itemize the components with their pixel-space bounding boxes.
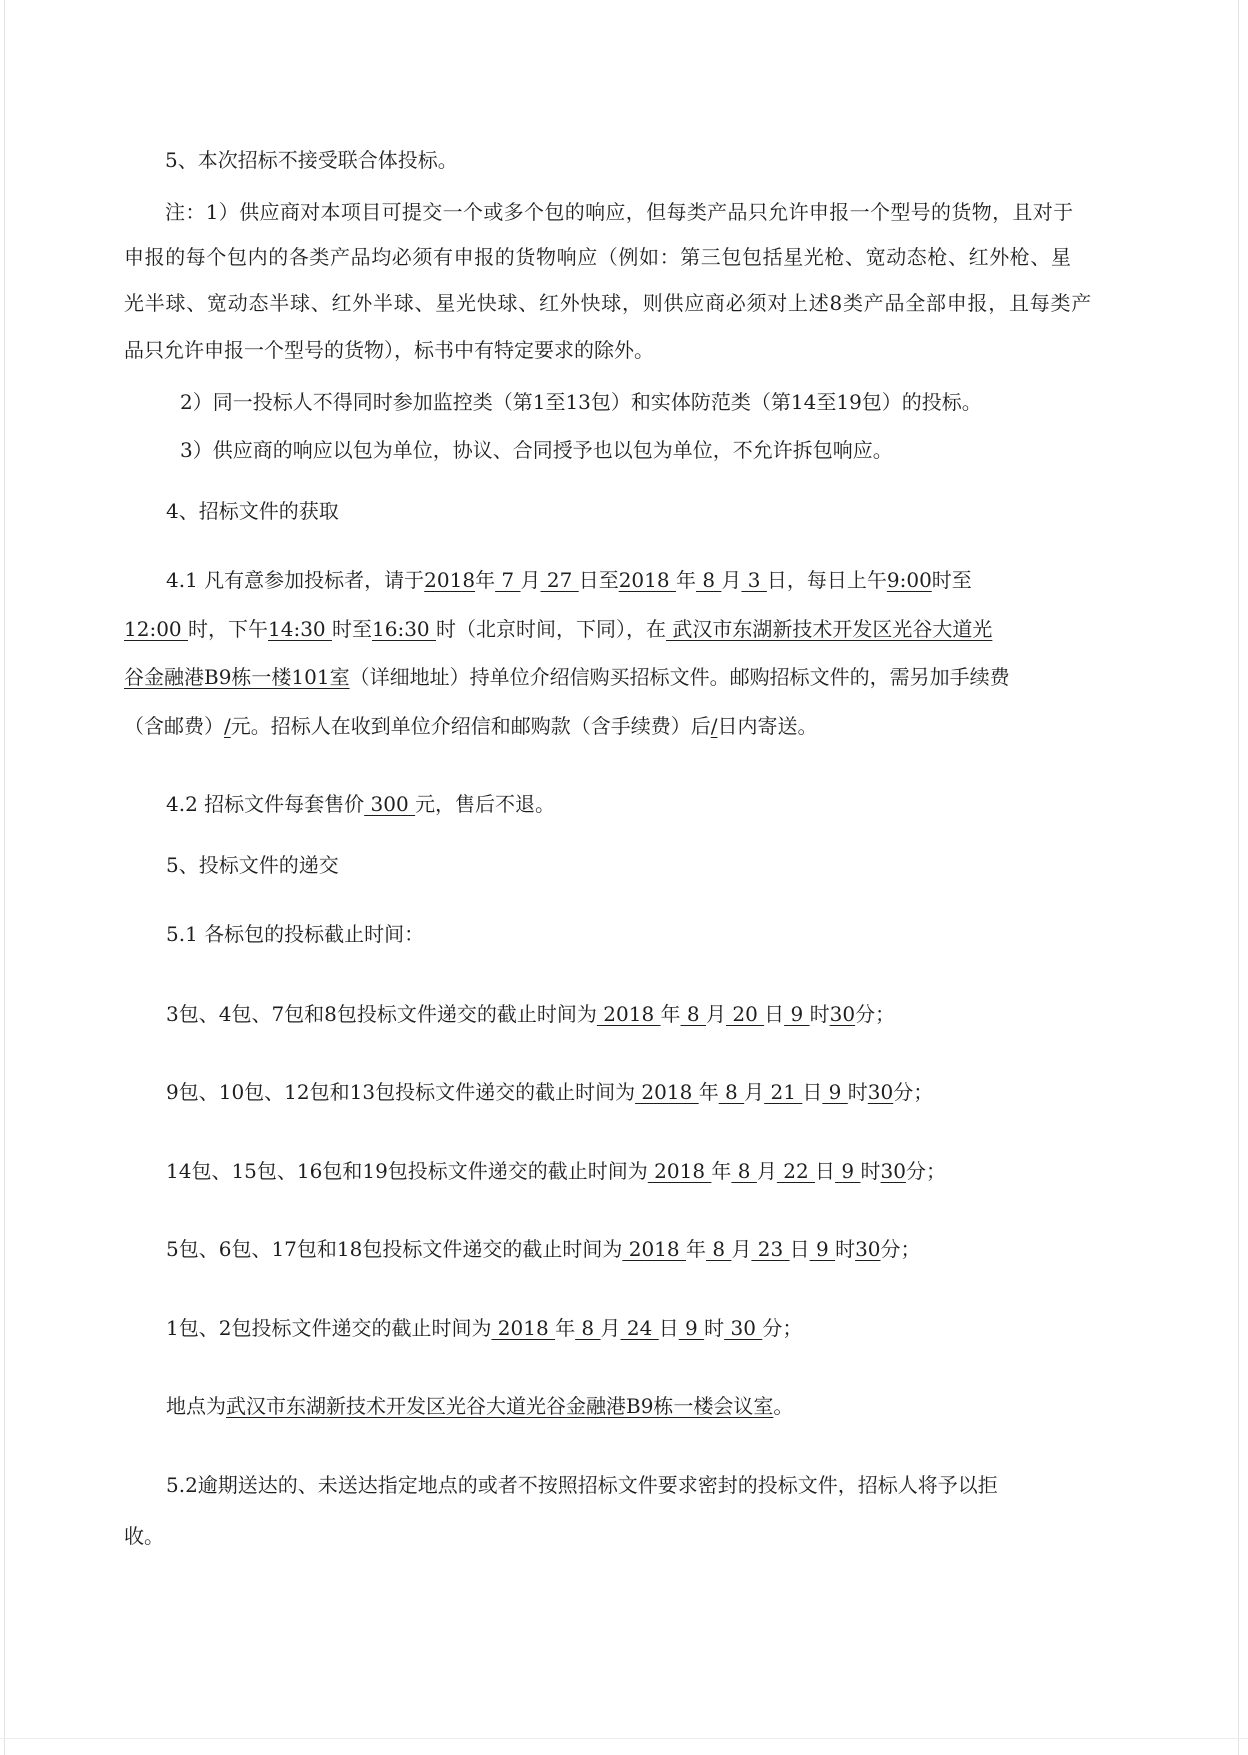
deadline-day: 20	[725, 1002, 765, 1026]
deadline-month: 8	[731, 1159, 757, 1183]
text: 年	[555, 1316, 576, 1340]
paragraph-5-2-line-2: 收。	[124, 1524, 164, 1548]
deadline-hour: 9	[809, 1237, 836, 1261]
text: 1包、2包投标文件递交的截止时间为	[166, 1316, 492, 1340]
section-5-heading: 5、投标文件的递交	[166, 853, 339, 877]
text: 年	[711, 1159, 732, 1183]
text: 时	[835, 1237, 856, 1261]
deadline-month: 8	[680, 1002, 706, 1026]
paragraph-4-1-line-3	[124, 664, 1010, 690]
text: 分；	[905, 1159, 946, 1183]
text: 日	[789, 1237, 810, 1261]
text: 分；	[855, 1002, 896, 1026]
text: 时	[704, 1316, 725, 1340]
deadline-month: 8	[705, 1237, 732, 1261]
end-month: 8	[695, 568, 722, 592]
text: 月	[756, 1159, 777, 1183]
deadline-year: 2018	[596, 1002, 661, 1026]
text: 年	[475, 568, 496, 592]
scan-right-edge	[1238, 0, 1239, 1755]
deadline-row	[166, 1158, 946, 1184]
text: 14包、15包、16包和19包投标文件递交的截止时间为	[166, 1159, 648, 1183]
deadline-year: 2018	[491, 1316, 556, 1340]
text: 月	[731, 1237, 752, 1261]
start-year: 2018	[424, 568, 476, 592]
deadline-day: 22	[776, 1159, 816, 1183]
mail-fee: /	[224, 714, 231, 738]
text: 。	[773, 1394, 794, 1418]
purchase-address-part-1: 武汉市东湖新技术开发区光谷大道光	[666, 617, 993, 641]
note-item-2: 2）同一投标人不得同时参加监控类（第1至13包）和实体防范类（第14至19包）的投标。	[180, 390, 982, 414]
paragraph-4-1-line-1	[166, 567, 972, 593]
text: 日，每日上午	[766, 568, 887, 592]
submission-address: 武汉市东湖新技术开发区光谷大道光谷金融港B9栋一楼会议室	[226, 1394, 774, 1418]
start-day: 27	[540, 568, 579, 592]
deadline-day: 24	[620, 1316, 659, 1340]
section-4-heading: 4、招标文件的获取	[166, 499, 339, 523]
text: 日	[802, 1080, 823, 1104]
note-line-1: 注：1）供应商对本项目可提交一个或多个包的响应，但每类产品只允许申报一个型号的货物，且对于	[165, 200, 1074, 224]
am-start-time: 9:00	[886, 568, 932, 592]
submission-location	[166, 1393, 793, 1419]
text: 元，售后不退。	[415, 792, 556, 816]
note-item-3: 3）供应商的响应以包为单位，协议、合同授予也以包为单位，不允许拆包响应。	[180, 438, 893, 462]
text: 日	[658, 1316, 679, 1340]
deadline-row	[166, 1315, 802, 1341]
deadline-row	[166, 1236, 921, 1262]
deadline-month: 8	[575, 1316, 601, 1340]
text: 时，下午	[188, 617, 268, 641]
deadline-minute: 30	[867, 1080, 894, 1104]
text: 月	[721, 568, 742, 592]
text: 分；	[880, 1237, 921, 1261]
deadline-row	[166, 1079, 933, 1105]
paragraph-4-2	[166, 791, 555, 817]
scan-left-edge	[4, 0, 5, 1755]
start-month: 7	[495, 568, 521, 592]
text: 年	[675, 568, 696, 592]
paragraph-4-1-line-2	[124, 616, 992, 642]
am-end-time: 12:00	[124, 617, 188, 641]
pm-end-time: 16:30	[372, 617, 436, 641]
text: 时	[860, 1159, 881, 1183]
text: 4.1 凡有意参加投标者，请于	[166, 568, 425, 592]
deadline-hour: 9	[822, 1080, 848, 1104]
text: 3包、4包、7包和8包投标文件递交的截止时间为	[166, 1002, 597, 1026]
deadline-day: 23	[751, 1237, 790, 1261]
text: 9包、10包、12包和13包投标文件递交的截止时间为	[166, 1080, 636, 1104]
text: （详细地址）持单位介绍信购买招标文件。邮购招标文件的，需另加手续费	[349, 665, 1010, 689]
text: 时	[847, 1080, 868, 1104]
deadline-day: 21	[764, 1080, 803, 1104]
deadline-minute: 30	[855, 1237, 881, 1261]
text: 月	[520, 568, 541, 592]
deadline-month: 8	[718, 1080, 745, 1104]
end-day: 3	[741, 568, 767, 592]
text: 日	[815, 1159, 836, 1183]
text: 日内寄送。	[717, 714, 818, 738]
text: 分；	[762, 1316, 803, 1340]
text: 时	[809, 1002, 830, 1026]
mail-days: /	[710, 714, 718, 738]
text: 日	[764, 1002, 785, 1026]
document-price: 300	[364, 792, 416, 816]
text: 日至	[578, 568, 619, 592]
text: 5包、6包、17包和18包投标文件递交的截止时间为	[166, 1237, 623, 1261]
text: 年	[685, 1237, 706, 1261]
text: 地点为	[166, 1394, 226, 1418]
purchase-address-part-2: 谷金融港B9栋一楼101室	[124, 665, 350, 689]
deadline-minute: 30	[724, 1316, 763, 1340]
paragraph-5-no-consortium: 5、本次招标不接受联合体投标。	[165, 148, 458, 172]
deadline-year: 2018	[647, 1159, 712, 1183]
text: 月	[600, 1316, 621, 1340]
text: 分；	[893, 1080, 934, 1104]
deadline-hour: 9	[835, 1159, 861, 1183]
paragraph-4-1-line-4	[124, 713, 818, 739]
deadline-minute: 30	[829, 1002, 856, 1026]
text: 元。招标人在收到单位介绍信和邮购款（含手续费）后	[230, 714, 711, 738]
note-line-3: 光半球、宽动态半球、红外半球、星光快球、红外快球，则供应商必须对上述8类产品全部申报，且每类产	[124, 291, 1092, 315]
end-year: 2018	[618, 568, 676, 592]
paragraph-5-1: 5.1 各标包的投标截止时间：	[166, 922, 425, 946]
deadline-minute: 30	[880, 1159, 906, 1183]
text: 时至	[332, 617, 372, 641]
text: 月	[705, 1002, 726, 1026]
paragraph-5-2-line-1: 5.2逾期送达的、未送达指定地点的或者不按照招标文件要求密封的投标文件，招标人将予以拒	[166, 1473, 998, 1497]
text: （含邮费）	[124, 714, 224, 738]
deadline-year: 2018	[622, 1237, 686, 1261]
note-line-2: 申报的每个包内的各类产品均必须有申报的货物响应（例如：第三包包括星光枪、宽动态枪、红外枪、星	[124, 245, 1072, 269]
text: 时（北京时间，下同），在	[436, 617, 666, 641]
scan-bottom-edge	[0, 1738, 1248, 1739]
deadline-year: 2018	[635, 1080, 699, 1104]
text: 月	[744, 1080, 765, 1104]
pm-start-time: 14:30	[268, 617, 332, 641]
text: 时至	[931, 568, 972, 592]
note-line-4: 品只允许申报一个型号的货物），标书中有特定要求的除外。	[124, 338, 654, 362]
deadline-row	[166, 1001, 895, 1027]
deadline-hour: 9	[678, 1316, 705, 1340]
text: 年	[660, 1002, 681, 1026]
deadline-hour: 9	[784, 1002, 810, 1026]
text: 4.2 招标文件每套售价	[166, 792, 365, 816]
text: 年	[698, 1080, 719, 1104]
